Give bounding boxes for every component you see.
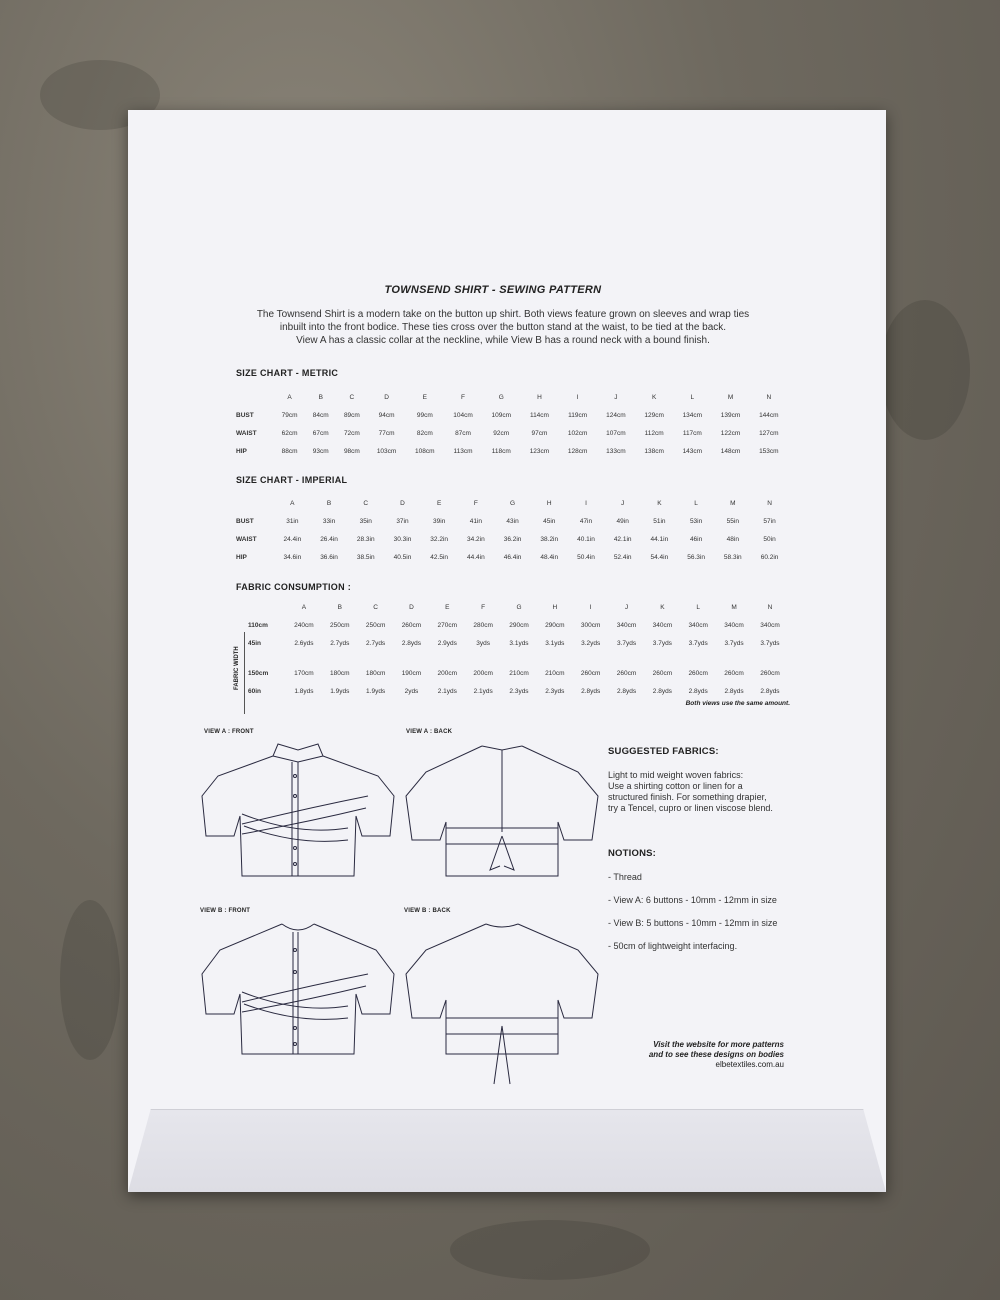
- imperial-size-table: [236, 494, 788, 566]
- table-cell: 270cm: [437, 621, 458, 629]
- table-cell: 97cm: [531, 429, 548, 437]
- suggested-line: Use a shirting cotton or linen for a: [608, 781, 743, 791]
- size-col-header: D: [400, 499, 405, 507]
- table-cell: 3.1yds: [509, 639, 529, 647]
- size-col-header: F: [473, 499, 478, 507]
- size-col-header: M: [731, 603, 737, 611]
- size-col-header: B: [326, 499, 332, 507]
- size-col-header: I: [589, 603, 592, 611]
- suggested-line: structured finish. For something drapier,: [608, 792, 767, 802]
- table-cell: 260cm: [688, 669, 708, 677]
- footer: [548, 1040, 784, 1070]
- table-cell: 2.8yds: [616, 687, 637, 695]
- size-col-header: A: [287, 393, 292, 401]
- table-cell: 38.2in: [540, 535, 559, 543]
- table-cell: 260cm: [580, 669, 601, 677]
- row-label: WAIST: [236, 535, 257, 543]
- table-cell: 92cm: [493, 429, 510, 437]
- table-cell: 84cm: [312, 411, 329, 419]
- table-cell: 2.7yds: [330, 639, 350, 647]
- table-cell: 300cm: [580, 621, 601, 629]
- size-col-header: E: [422, 393, 427, 401]
- size-col-header: G: [498, 393, 504, 401]
- table-row: [248, 682, 788, 700]
- table-cell: 129cm: [644, 411, 664, 419]
- table-cell: 3.1yds: [545, 639, 565, 647]
- table-cell: 127cm: [759, 429, 779, 437]
- table-cell: 2.9yds: [437, 639, 457, 647]
- row-label: BUST: [236, 517, 254, 525]
- table-cell: 180cm: [365, 669, 386, 677]
- size-col-header: K: [651, 393, 657, 401]
- table-cell: 3.7yds: [724, 639, 744, 647]
- table-cell: 37in: [396, 517, 409, 525]
- size-col-header: K: [657, 499, 662, 507]
- table-cell: 340cm: [688, 621, 708, 629]
- row-label-spacer: [236, 388, 274, 406]
- fabric-heading: FABRIC CONSUMPTION :: [236, 582, 351, 592]
- table-cell: 35in: [359, 517, 372, 525]
- table-cell: 34.6in: [283, 553, 302, 561]
- table-cell: 133cm: [606, 447, 626, 455]
- table-cell: 2yds: [404, 687, 419, 695]
- size-col-header: A: [301, 603, 307, 611]
- table-cell: 51in: [653, 517, 666, 525]
- table-cell: 119cm: [568, 411, 588, 419]
- size-col-header: L: [696, 603, 701, 611]
- table-cell: 33in: [322, 517, 336, 525]
- intro-line: The Townsend Shirt is a modern take on the button up shirt. Both views feature grown on sleeves and wrap ties: [256, 309, 750, 320]
- table-cell: 44.4in: [467, 553, 485, 561]
- table-cell: 123cm: [529, 447, 550, 455]
- pattern-sheet: [148, 120, 838, 1112]
- table-cell: 3.7yds: [688, 639, 708, 647]
- pattern-intro: [208, 308, 798, 347]
- table-cell: 3.7yds: [616, 639, 637, 647]
- table-cell: 260cm: [401, 621, 422, 629]
- table-cell: 54.4in: [650, 553, 669, 561]
- table-cell: 50.4in: [577, 553, 595, 561]
- view-b-front-illustration: [198, 914, 398, 1064]
- table-cell: 139cm: [720, 411, 741, 419]
- pattern-title: TOWNSEND SHIRT - SEWING PATTERN: [384, 284, 602, 296]
- table-cell: 210cm: [509, 669, 529, 677]
- table-cell: 55in: [726, 517, 739, 525]
- intro-line: inbuilt into the front bodice. These ties cross over the button stand at the waist, to be tied at the back.: [279, 322, 727, 333]
- row-label-spacer: [248, 598, 286, 616]
- table-cell: 53in: [689, 517, 703, 525]
- fabric-note: Both views use the same amount.: [685, 700, 790, 707]
- size-col-header: N: [767, 499, 772, 507]
- table-cell: 2.8yds: [581, 687, 601, 695]
- table-cell: 3.2yds: [581, 639, 601, 647]
- table-cell: 46.4in: [503, 553, 522, 561]
- table-cell: 48.4in: [540, 553, 559, 561]
- size-header-row: [236, 494, 788, 512]
- size-col-header: D: [384, 393, 389, 401]
- view-a-back-illustration: [402, 736, 602, 886]
- table-cell: 77cm: [378, 429, 395, 437]
- table-cell: 1.8yds: [294, 687, 314, 695]
- table-cell: 36.6in: [320, 553, 338, 561]
- size-col-header: G: [510, 499, 516, 507]
- table-cell: 3.7yds: [652, 639, 672, 647]
- table-cell: 340cm: [760, 621, 780, 629]
- size-col-header: L: [694, 499, 698, 507]
- metric-heading: SIZE CHART - METRIC: [236, 368, 339, 378]
- table-cell: 31in: [286, 517, 299, 525]
- table-cell: 2.7yds: [366, 639, 386, 647]
- notion-item: - View A: 6 buttons - 10mm - 12mm in size: [608, 895, 777, 905]
- table-cell: 2.8yds: [652, 687, 672, 695]
- table-cell: 260cm: [652, 669, 673, 677]
- table-cell: 250cm: [330, 621, 350, 629]
- table-cell: 93cm: [312, 447, 329, 455]
- table-cell: 280cm: [473, 621, 493, 629]
- table-cell: 124cm: [606, 411, 626, 419]
- table-cell: 340cm: [616, 621, 637, 629]
- table-cell: 103cm: [376, 447, 397, 455]
- table-cell: 98cm: [343, 447, 360, 455]
- table-cell: 28.3in: [356, 535, 375, 543]
- table-cell: 42.5in: [430, 553, 449, 561]
- suggested-fabrics-text: [608, 770, 808, 814]
- size-col-header: A: [290, 499, 295, 507]
- size-col-header: N: [767, 603, 773, 611]
- table-cell: 153cm: [759, 447, 779, 455]
- table-cell: 118cm: [491, 447, 511, 455]
- table-row: [236, 442, 788, 460]
- table-cell: 340cm: [724, 621, 744, 629]
- table-cell: 2.3yds: [509, 687, 529, 695]
- notions-heading: NOTIONS:: [608, 848, 657, 859]
- size-col-header: I: [585, 499, 587, 507]
- table-cell: 117cm: [682, 429, 702, 437]
- intro-line: View A has a classic collar at the neckline, while View B has a round neck with a bound finish.: [296, 335, 710, 346]
- table-row: [236, 512, 788, 530]
- suggested-line: Light to mid weight woven fabrics:: [608, 770, 744, 780]
- size-col-header: K: [660, 603, 665, 611]
- table-cell: 2.1yds: [437, 687, 457, 695]
- table-cell: 240cm: [294, 621, 314, 629]
- table-cell: 47in: [579, 517, 593, 525]
- row-label: HIP: [236, 553, 247, 561]
- table-cell: 60.2in: [760, 553, 779, 561]
- table-cell: 134cm: [682, 411, 703, 419]
- table-cell: 180cm: [330, 669, 350, 677]
- table-cell: 32.2in: [430, 535, 449, 543]
- table-cell: 210cm: [545, 669, 565, 677]
- table-cell: 102cm: [567, 429, 588, 437]
- table-cell: 88cm: [281, 447, 298, 455]
- footer-line: and to see these designs on bodies: [648, 1050, 784, 1059]
- row-spacer: [248, 652, 788, 664]
- row-label: 150cm: [248, 669, 269, 677]
- table-cell: 2.8yds: [760, 687, 780, 695]
- table-cell: 72cm: [343, 429, 360, 437]
- envelope-flap: [128, 1109, 886, 1192]
- notion-item: - View B: 5 buttons - 10mm - 12mm in size: [608, 918, 778, 928]
- table-row: [236, 548, 788, 566]
- table-cell: 41in: [469, 517, 483, 525]
- table-cell: 46in: [689, 535, 703, 543]
- table-cell: 24.4in: [283, 535, 302, 543]
- table-cell: 2.8yds: [724, 687, 744, 695]
- view-a-front-illustration: [198, 736, 398, 886]
- table-cell: 2.8yds: [688, 687, 708, 695]
- row-label: 45in: [248, 639, 262, 647]
- table-cell: 3yds: [476, 639, 490, 647]
- size-header-row: [236, 388, 788, 406]
- metric-rows: [236, 406, 788, 460]
- fabric-width-rule: [244, 632, 245, 714]
- table-row: [248, 616, 788, 634]
- table-cell: 290cm: [545, 621, 565, 629]
- table-cell: 40.1in: [577, 535, 595, 543]
- row-label: 60in: [248, 687, 262, 695]
- table-cell: 138cm: [644, 447, 664, 455]
- size-col-header: H: [546, 499, 552, 507]
- table-cell: 87cm: [455, 429, 471, 437]
- table-cell: 170cm: [294, 669, 314, 677]
- table-cell: 40.5in: [393, 553, 412, 561]
- table-row: [236, 530, 788, 548]
- fabric-consumption-table: [248, 598, 788, 700]
- size-col-header: L: [690, 393, 695, 401]
- size-header-row: [248, 598, 788, 616]
- table-cell: 148cm: [720, 447, 741, 455]
- size-col-header: F: [461, 393, 465, 401]
- size-col-header: J: [621, 499, 625, 507]
- size-col-header: N: [766, 393, 772, 401]
- table-cell: 57in: [763, 517, 776, 525]
- table-cell: 104cm: [453, 411, 473, 419]
- table-cell: 2.1yds: [473, 687, 493, 695]
- table-cell: 2.8yds: [401, 639, 422, 647]
- table-cell: 1.9yds: [366, 687, 386, 695]
- size-col-header: I: [576, 393, 579, 401]
- table-cell: 82cm: [416, 429, 433, 437]
- table-cell: 250cm: [365, 621, 386, 629]
- table-cell: 128cm: [567, 447, 588, 455]
- table-cell: 34.2in: [467, 535, 485, 543]
- table-cell: 94cm: [378, 411, 395, 419]
- table-cell: 112cm: [644, 429, 664, 437]
- table-row: [248, 664, 788, 682]
- size-col-header: F: [481, 603, 486, 611]
- table-cell: 44.1in: [650, 535, 669, 543]
- table-cell: 89cm: [343, 411, 360, 419]
- table-cell: 49in: [616, 517, 629, 525]
- size-col-header: B: [337, 603, 342, 611]
- metric-size-table: [236, 388, 788, 460]
- footer-line: Visit the website for more patterns: [653, 1040, 784, 1049]
- size-col-header: G: [516, 603, 522, 611]
- row-label-spacer: [236, 494, 274, 512]
- size-col-header: M: [727, 393, 734, 401]
- size-col-header: C: [349, 393, 355, 401]
- table-cell: 143cm: [682, 447, 703, 455]
- table-cell: 43in: [506, 517, 519, 525]
- size-col-header: E: [436, 499, 442, 507]
- table-cell: 113cm: [453, 447, 473, 455]
- table-cell: 114cm: [529, 411, 549, 419]
- table-cell: 108cm: [415, 447, 435, 455]
- table-cell: 36.2in: [503, 535, 522, 543]
- pattern-envelope: [128, 110, 886, 1192]
- table-cell: 38.5in: [356, 553, 375, 561]
- table-cell: 3.7yds: [760, 639, 780, 647]
- size-col-header: B: [318, 393, 323, 401]
- notion-item: - Thread: [608, 872, 642, 882]
- table-row: [236, 424, 788, 442]
- imperial-heading: SIZE CHART - IMPERIAL: [236, 475, 348, 485]
- table-cell: 260cm: [760, 669, 780, 677]
- table-cell: 1.9yds: [330, 687, 350, 695]
- suggested-fabrics-heading: SUGGESTED FABRICS:: [608, 746, 719, 757]
- size-col-header: C: [363, 499, 369, 507]
- table-cell: 50in: [763, 535, 776, 543]
- table-cell: 260cm: [616, 669, 637, 677]
- table-cell: 62cm: [281, 429, 298, 437]
- row-label: 110cm: [248, 621, 268, 629]
- table-cell: 67cm: [312, 429, 329, 437]
- table-cell: 260cm: [724, 669, 744, 677]
- imperial-rows: [236, 512, 788, 566]
- fabric-rows: [248, 616, 788, 700]
- table-cell: 200cm: [437, 669, 458, 677]
- suggested-line: try a Tencel, cupro or linen viscose blend.: [608, 803, 773, 813]
- table-cell: 45in: [543, 517, 556, 525]
- notion-item: - 50cm of lightweight interfacing.: [608, 941, 738, 951]
- table-row: [236, 406, 788, 424]
- table-cell: 79cm: [281, 411, 298, 419]
- table-cell: 2.6yds: [294, 639, 314, 647]
- table-cell: 56.3in: [687, 553, 705, 561]
- row-label: HIP: [236, 447, 247, 455]
- table-cell: 144cm: [759, 411, 779, 419]
- table-cell: 340cm: [652, 621, 673, 629]
- table-cell: 200cm: [473, 669, 493, 677]
- table-cell: 2.3yds: [545, 687, 565, 695]
- view-b-back-label: VIEW B : BACK: [404, 908, 451, 914]
- view-a-back-label: VIEW A : BACK: [406, 729, 453, 735]
- size-col-header: J: [624, 603, 629, 611]
- size-col-header: J: [614, 393, 618, 401]
- size-col-header: E: [445, 603, 450, 611]
- table-cell: 39in: [433, 517, 446, 525]
- table-cell: 52.4in: [613, 553, 632, 561]
- table-cell: 99cm: [416, 411, 433, 419]
- table-cell: 58.3in: [723, 553, 742, 561]
- row-label: WAIST: [236, 429, 257, 437]
- size-col-header: D: [409, 603, 414, 611]
- website-link[interactable]: elbetextiles.com.au: [715, 1060, 784, 1069]
- size-col-header: H: [552, 603, 558, 611]
- table-cell: 42.1in: [613, 535, 632, 543]
- table-cell: 122cm: [720, 429, 741, 437]
- size-col-header: H: [537, 393, 542, 401]
- fabric-width-label: FABRIC WIDTH: [234, 646, 240, 690]
- view-b-front-label: VIEW B : FRONT: [200, 908, 251, 914]
- table-cell: 290cm: [509, 621, 529, 629]
- table-cell: 109cm: [491, 411, 511, 419]
- size-col-header: M: [730, 499, 736, 507]
- row-label: BUST: [236, 411, 254, 419]
- table-cell: 26.4in: [320, 535, 338, 543]
- size-col-header: C: [373, 603, 378, 611]
- table-cell: 48in: [726, 535, 739, 543]
- table-row: [248, 634, 788, 652]
- table-cell: 30.3in: [393, 535, 412, 543]
- table-cell: 107cm: [606, 429, 626, 437]
- table-cell: 190cm: [401, 669, 422, 677]
- view-a-front-label: VIEW A : FRONT: [204, 729, 254, 735]
